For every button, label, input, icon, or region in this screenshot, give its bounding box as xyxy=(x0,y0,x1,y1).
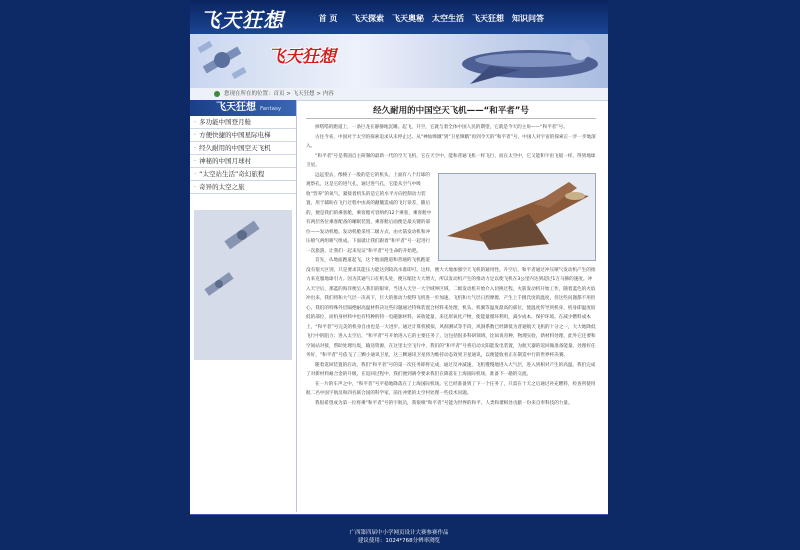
paragraph: 掉嗒嗒的跑道上，一条巨龙在静静地沉睡。起飞，升空，它就与着全体中国人民的期望，它就是今天的主角——“和平者”号。 xyxy=(315,125,568,130)
page xyxy=(190,0,608,550)
header xyxy=(190,0,608,88)
footer xyxy=(190,514,608,550)
banner-logo: 飞天狂想 xyxy=(268,47,336,67)
sidebar-item-lunar-module[interactable]: · 多功能中国登月舱 xyxy=(190,116,296,129)
paragraph: “和平者”号是我国自主研制的最新一代的空天飞机，它在天空中，能和普通飞机一样飞行，而在太空中，它又能和宇宙飞船一样，得到地球卫星。 xyxy=(306,153,596,168)
paragraph: 我很希望成为第一位将乘“和平者”号的宇航员，我很相“和平者”号能为世界的和平，人类和谐相处贡献一份来自奉科技的力量。 xyxy=(315,400,573,406)
paragraph: 古往今来，中国对于太空的探索追求从未停止过。从“神仙嫦娥”到“卫星嫦娥”再到今天的“和平者”号，中国人对宇宙的探索正一步一步地深入。 xyxy=(306,134,596,149)
paragraph: 首先，从地面跑道起飞，这个地面跑道和普通的飞机跑道没有很大区别，只是要求其能压力能达到较高水准即可。这样，便大大地加强空天飞机的通用性。升空后，和平者通过冲压喷气发动机产生的推力来克服地球引力。因为其通气口在机头处，便压缩比大大增大，所以发动机产生的推动力足以使飞机在3公里内达到超过1万马赫的速度。冲入天空后，那蓝的海洋便呈入我们的眼帘，当进入天空一大空域界区域，二级发动机开始介入切换过程，火箭发动机开始工作，随着蓝色的火焰冲出来，我们将和大气层一决高下，巨大的推动力使得飞机进一步加速，飞机和大气层日烈摩擦，产生上千摄氏度的温度，但这些问题都不用担心，我们的特殊外层隔绝耐高温材料决这些问题通过特殊装置合材料来处理，机头、机翼等温度最高的部位，使温度传导到机身，机身即温度较低的部位，而机身材料中也有特种的特一电磁脉材料，该收能量，来还原氧化产物，使能量循环利用，减少成本，保护环境。在减少燃料成本上，“和平者”号完美的机身自由也是一大进步。通过计算机模拟，风洞测试等手段，风洞系数已经降低为普通航天飞机的十分之一，大大地降低飞行中的阻力；进入太空后，“和平者”号开始进入它的主要任务了，这包括很多科研领域，比如说育种，物理实验，新材料处理，此外它还要和空间站对接，帮助处理垃圾，输送资源，在这里太空飞行中，我们的“和平者”号将启动太阳能发电装置，为航天器的返回做准备能量。处理好任务好，“和平者”号依飞了三颗小通讯卫星，这三颗通讯卫星将为维持动态效果卫星通讯，以便能收看正在制造中行的世界杯决赛。 xyxy=(306,258,596,358)
spaceship-illustration xyxy=(430,36,600,86)
nav-fantasy[interactable]: 飞天狂想 xyxy=(472,14,504,23)
nav-explore[interactable]: 飞天探索 xyxy=(352,14,384,23)
article xyxy=(298,100,604,512)
nav-quiz[interactable]: 知识问答 xyxy=(512,14,544,23)
nav-home[interactable]: 首 页 xyxy=(318,14,338,23)
breadcrumb-text: 您现在所在的位置：首页 > 飞天狂想 > 内容 xyxy=(224,91,334,97)
spaceplane-illustration xyxy=(438,173,596,261)
sidebar xyxy=(190,100,297,512)
footer-line-2: 建议使用：1024*768分辨率浏览 xyxy=(357,538,441,544)
article-title: 经久耐用的中国空天飞机——“和平者”号 xyxy=(373,106,529,116)
sidebar-item-space-journey[interactable]: · 奇异的太空之旅 xyxy=(190,181,296,194)
sidebar-list xyxy=(190,116,296,194)
banner xyxy=(190,34,608,88)
sidebar-title: 飞天狂想 xyxy=(216,102,256,113)
sidebar-item-moon-village[interactable]: · 神秘的中国月球村 xyxy=(190,155,296,168)
bullet-icon: · xyxy=(194,183,197,191)
site-logo[interactable]: 飞天狂想 xyxy=(200,8,284,32)
divider xyxy=(306,118,596,119)
paragraph: 在一片的车声之中，“和平者”号平稳地降落在了上海国际机场。它已经准备到了下一个任务了，只需在十天之后通过补充燃料，检查所使用航二名中国宇航员和四名联合国的科学家，前往冲建的太空村处理一些技术问题。 xyxy=(306,381,596,396)
nav-menu xyxy=(308,13,548,24)
bullet-icon: · xyxy=(194,170,197,178)
article-body xyxy=(298,123,604,408)
sidebar-subtitle: Fantasy xyxy=(260,106,282,112)
top-nav xyxy=(190,0,608,34)
bullet-icon xyxy=(214,91,220,97)
nav-space-life[interactable]: 太空生活 xyxy=(432,14,464,23)
sidebar-item-spaceplane[interactable]: · 经久耐用的中国空天飞机 xyxy=(190,142,296,155)
sidebar-header xyxy=(190,100,296,116)
bullet-icon: · xyxy=(194,131,197,139)
paragraph: 随着返回装置的启动，我们“和平者”号的第一次任务即将完成，通过反冲减速，飞机慢慢地进入大气层，进入到相对产生的高温，我们完成了对新材料耐合金的升级，在返回过程中，我们便到满令要求我们在降落在上海国际机场，准备下一趟的交流。 xyxy=(306,362,596,377)
bullet-icon: · xyxy=(194,157,197,165)
bullet-icon: · xyxy=(194,144,197,152)
bullet-icon: · xyxy=(194,118,197,126)
nav-mystery[interactable]: 飞天奥秘 xyxy=(392,14,424,23)
sidebar-item-space-elevator[interactable]: · 方便快捷的中国星际电梯 xyxy=(190,129,296,142)
space-station-illustration xyxy=(196,38,248,84)
satellite-illustration xyxy=(194,210,292,360)
footer-line-1: 广西第四届中小学网页设计大赛参赛作品 xyxy=(349,530,449,536)
sidebar-item-station-life[interactable]: · “太空站生活”奇幻旅程 xyxy=(190,168,296,181)
paragraph: 远远望去，像梭子一般的是它的机头，上面有八个灯球的观察孔，这是它的进气孔，通过进气孔，它能从空气中吸收“营养”的氧气，紧接着机头的是它的水平方向控制动力装置，用于辅助在飞行过程中由高的颠簸造成的飞行误差，随后的，便是我们的乘客舱，乘客舱可容纳约12个乘客，乘客舱中有两层各位乘客配备的睡眠装置，乘客舱后面便是最关键的部位——发动机舱。发动机舱采用二级方式，由火箭发动机和冲压喷气两组喷气组成。下面就让我们跟着“和平者”号一起进行一次旅游，让我们一起来见证“和平者”号生命的开始吧。 xyxy=(306,172,432,254)
